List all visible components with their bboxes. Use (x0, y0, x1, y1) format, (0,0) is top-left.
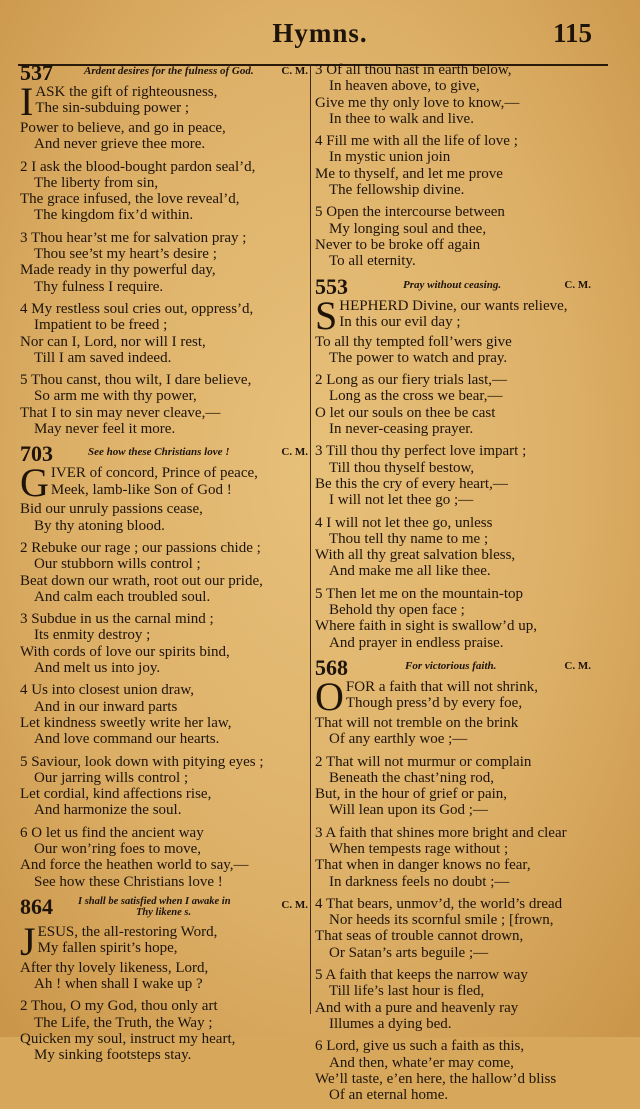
hymn-line: HEPHERD Divine, our wants relieve, (339, 297, 568, 314)
stanza (20, 460, 308, 534)
hymn-header (20, 893, 308, 924)
hymn-header (20, 62, 308, 84)
page-number: 115 (552, 18, 592, 48)
hymn-number: 864 (20, 893, 53, 919)
hymn-line: The liberty from sin, (34, 174, 159, 191)
hymn-line: My fallen spirit’s hope, (37, 940, 178, 957)
hymn-line: Our jarring wills control ; (34, 769, 189, 786)
hymn-line: 5 Saviour, look down with pitying eyes ; (20, 753, 264, 770)
stanza (20, 159, 308, 224)
hymn-line: In mystic union join (329, 149, 451, 166)
hymn-line: And prayer in endless praise. (329, 634, 504, 651)
drop-cap: G (20, 460, 49, 506)
hymn-line: May never feel it more. (34, 421, 176, 438)
stanza (315, 673, 603, 748)
hymn-line: That seas of trouble cannot drown, (315, 928, 524, 945)
drop-cap: S (315, 292, 338, 338)
hymn-line: 3 Of all thou hast in earth below, (315, 62, 512, 78)
hymn-line: ESUS, the all-restoring Word, (37, 923, 218, 940)
hymn-line: Beneath the chast’ning rod, (329, 769, 494, 786)
hymn-meter: C. M. (281, 898, 308, 911)
page-header (0, 14, 640, 54)
hymn-line: Of an eternal home. (329, 1087, 449, 1104)
hymn-line: The power to watch and pray. (329, 349, 508, 366)
hymn-line: That when in danger knows no fear, (315, 857, 531, 874)
stanza (20, 682, 308, 747)
hymn-meter: C. M. (281, 446, 308, 459)
hymn-line: Where faith in sight is swallow’d up, (315, 618, 538, 635)
hymn-568 (315, 654, 603, 1104)
hymn-line: In heaven above, to give, (329, 78, 480, 95)
hymn-line: 5 Then let me on the mountain-top (315, 585, 524, 602)
stanza (20, 301, 308, 366)
hymn-line: And force the heathen world to say,— (20, 857, 249, 874)
hymn-line: But, in the hour of grief or pain, (315, 786, 508, 803)
hymn-line: See how these Christians love ! (34, 873, 223, 890)
hymn-title-line: Thy likene s. (136, 906, 192, 918)
hymn-line: Made ready in thy powerful day, (20, 262, 216, 279)
stanza (315, 443, 603, 508)
stanza (315, 515, 603, 580)
hymn-line: Till thou thyself bestow, (329, 459, 475, 476)
hymn-header (315, 273, 603, 299)
hymn-line: O let our souls on thee be cast (315, 404, 496, 421)
hymn-line: 3 Till thou thy perfect love impart ; (315, 443, 527, 460)
stanza (315, 586, 603, 651)
hymn-meter: C. M. (564, 278, 591, 291)
column-divider (310, 64, 311, 1014)
stanza (20, 825, 308, 890)
hymn-line: And never grieve thee more. (34, 136, 206, 153)
hymn-line: Its enmity destroy ; (34, 627, 151, 644)
stanza (20, 918, 308, 993)
hymn-line: 3 Thou hear’st me for salvation pray ; (20, 229, 247, 246)
stanza (315, 372, 603, 437)
stanza (315, 896, 603, 961)
hymn-line: I will not let thee go ;— (329, 492, 474, 509)
left-column (20, 62, 308, 1070)
hymn-header (315, 654, 603, 680)
hymn-line: And then, whate’er may come, (329, 1054, 514, 1071)
hymn-line: Long as the cross we bear,— (329, 388, 503, 405)
stanza (20, 230, 308, 295)
hymn-line: 2 Rebuke our rage ; our passions chide ; (20, 539, 261, 556)
hymn-line: Let cordial, kind affections rise, (20, 786, 212, 803)
hymn-line: And harmonize the soul. (34, 802, 182, 819)
hymn-line: IVER of concord, Prince of peace, (50, 465, 258, 482)
hymn-line: Never to be broke off again (315, 236, 481, 253)
stanza (20, 611, 308, 676)
stanza (20, 540, 308, 605)
hymn-number: 553 (315, 273, 348, 299)
hymn-title (78, 896, 231, 918)
hymn-line: 4 That bears, unmov’d, the world’s dread (315, 895, 563, 912)
hymn-line: 6 Lord, give us such a faith as this, (315, 1038, 525, 1055)
hymn-line: 5 Thou canst, thou wilt, I dare believe, (20, 372, 252, 389)
hymn-line: To all thy tempted foll’wers give (315, 333, 512, 350)
hymn-line: 5 A faith that keeps the narrow way (315, 967, 528, 984)
hymn-line: The Life, the Truth, the Way ; (34, 1014, 213, 1031)
hymn-line: And make me all like thee. (329, 563, 491, 580)
hymn-line: And with a pure and heavenly ray (315, 999, 519, 1016)
hymn-meter: C. M. (281, 65, 308, 77)
hymn-line: Our won’ring foes to move, (34, 840, 202, 857)
right-column (315, 62, 603, 1109)
hymn-number: 703 (20, 441, 53, 467)
hymn-title: See how these Christians love ! (88, 446, 230, 459)
hymn-title-line: I shall be satisfied when I awake in (78, 895, 231, 907)
hymn-line: To all eternity. (329, 253, 416, 270)
hymn-line: Thou tell thy name to me ; (329, 530, 489, 547)
hymn-line: Behold thy open face ; (329, 602, 465, 619)
hymn-line: In never-ceasing prayer. (329, 421, 474, 438)
hymn-line: Thy fulness I require. (34, 278, 164, 295)
hymn-line: After thy lovely likeness, Lord, (20, 959, 209, 976)
hymn-537 (20, 62, 308, 437)
hymn-line: 4 My restless soul cries out, oppress’d, (20, 300, 254, 317)
hymn-line: Till life’s last hour is fled, (329, 983, 485, 1000)
stanza (20, 372, 308, 437)
hymn-line: Of any earthly woe ;— (329, 731, 468, 748)
hymn-line: 4 Fill me with all the life of love ; (315, 133, 518, 150)
hymn-line: Illumes a dying bed. (329, 1015, 452, 1032)
hymn-line: By thy atoning blood. (34, 517, 165, 534)
hymn-meter: C. M. (564, 659, 591, 672)
hymn-line: Beat down our wrath, root out our pride, (20, 572, 263, 589)
hymn-line: Give me thy only love to know,— (315, 94, 520, 111)
stanza (20, 79, 308, 153)
hymn-line: 3 Subdue in us the carnal mind ; (20, 611, 214, 628)
hymn-line: My sinking footsteps stay. (34, 1047, 192, 1064)
hymn-title: Ardent desires for the fulness of God. (84, 65, 254, 77)
hymn-line: Impatient to be freed ; (34, 317, 168, 334)
hymn-line: Let kindness sweetly write her law, (20, 714, 232, 731)
hymn-line: 4 Us into closest union draw, (20, 682, 195, 699)
hymn-line: Though press’d by every foe, (345, 695, 523, 712)
hymn-line: 5 Open the intercourse between (315, 204, 505, 221)
hymn-line: 2 Long as our fiery trials last,— (315, 372, 508, 389)
hymn-line: Will lean upon its God ;— (329, 802, 488, 819)
hymn-line: Our stubborn wills control ; (34, 556, 201, 573)
drop-cap: J (20, 918, 36, 964)
hymn-header (20, 443, 308, 465)
drop-cap: O (315, 673, 344, 719)
hymn-line: So arm me with thy power, (34, 388, 197, 405)
hymn-line: Quicken my soul, instruct my heart, (20, 1031, 236, 1048)
hymn-line: With cords of love our spirits bind, (20, 643, 230, 660)
hymn-line: Meek, lamb-like Son of God ! (50, 481, 232, 498)
hymn-line: In this our evil day ; (339, 313, 461, 330)
hymn-line: ASK the gift of righteousness, (35, 84, 218, 100)
stanza (315, 133, 603, 198)
hymn-864 (20, 893, 308, 1064)
hymn-line: 4 I will not let thee go, unless (315, 514, 493, 531)
hymn-line: Ah ! when shall I wake up ? (34, 976, 203, 993)
hymn-number: 537 (20, 60, 53, 85)
hymn-line: And in our inward parts (34, 698, 178, 715)
hymn-line: Thou see’st my heart’s desire ; (34, 246, 217, 263)
hymn-line: We’ll taste, e’en here, the hallow’d bliss (315, 1070, 557, 1087)
hymn-line: 2 I ask the blood-bought pardon seal’d, (20, 158, 256, 175)
hymn-line: Power to believe, and go in peace, (20, 120, 226, 136)
hymn-line: 3 A faith that shines more bright and clear (315, 824, 567, 841)
stanza (315, 967, 603, 1032)
hymn-line: The grace infused, the love reveal’d, (20, 191, 240, 208)
page-title: Hymns. (272, 18, 368, 48)
hymn-line: The sin-subduing power ; (35, 100, 190, 117)
hymn-continued (315, 62, 603, 270)
stanza (315, 825, 603, 890)
hymn-line: That will not tremble on the brink (315, 714, 519, 731)
hymn-line: My longing soul and thee, (329, 220, 487, 237)
hymn-line: Till I am saved indeed. (34, 349, 172, 366)
hymn-line: That I to sin may never cleave,— (20, 404, 221, 421)
hymn-line: Nor heeds its scornful smile ; [frown, (329, 912, 554, 929)
hymn-number: 568 (315, 654, 348, 680)
hymn-line: FOR a faith that will not shrink, (345, 678, 538, 695)
stanza (20, 754, 308, 819)
hymn-553 (315, 273, 603, 651)
hymn-line: When tempests rage without ; (329, 840, 509, 857)
hymn-line: And melt us into joy. (34, 660, 161, 677)
hymn-line: Be this the cry of every heart,— (315, 475, 508, 492)
hymn-line: The fellowship divine. (329, 182, 465, 199)
stanza (20, 998, 308, 1063)
stanza (315, 754, 603, 819)
stanza (315, 292, 603, 367)
stanza (315, 204, 603, 269)
hymn-line: Or Satan’s arts beguile ;— (329, 944, 489, 961)
hymn-line: Bid our unruly passions cease, (20, 501, 203, 518)
hymn-line: With all thy great salvation bless, (315, 547, 516, 564)
hymn-title: Pray without ceasing. (403, 278, 502, 291)
hymn-line: 2 That will not murmur or complain (315, 753, 532, 770)
hymn-title: For victorious faith. (405, 659, 497, 672)
hymn-line: Me to thyself, and let me prove (315, 165, 503, 182)
hymn-line: The kingdom fix’d within. (34, 207, 194, 224)
hymn-703 (20, 443, 308, 890)
hymn-line: 6 O let us find the ancient way (20, 824, 204, 841)
hymn-line: And love command our hearts. (34, 731, 220, 748)
hymn-line: Nor can I, Lord, nor will I rest, (20, 333, 206, 350)
hymn-line: 2 Thou, O my God, thou only art (20, 998, 218, 1015)
hymn-line: In darkness feels no doubt ;— (329, 873, 510, 890)
drop-cap: I (20, 79, 34, 124)
hymn-line: And calm each troubled soul. (34, 588, 211, 605)
hymn-line: In thee to walk and live. (329, 110, 474, 127)
stanza (315, 62, 603, 127)
stanza (315, 1038, 603, 1103)
